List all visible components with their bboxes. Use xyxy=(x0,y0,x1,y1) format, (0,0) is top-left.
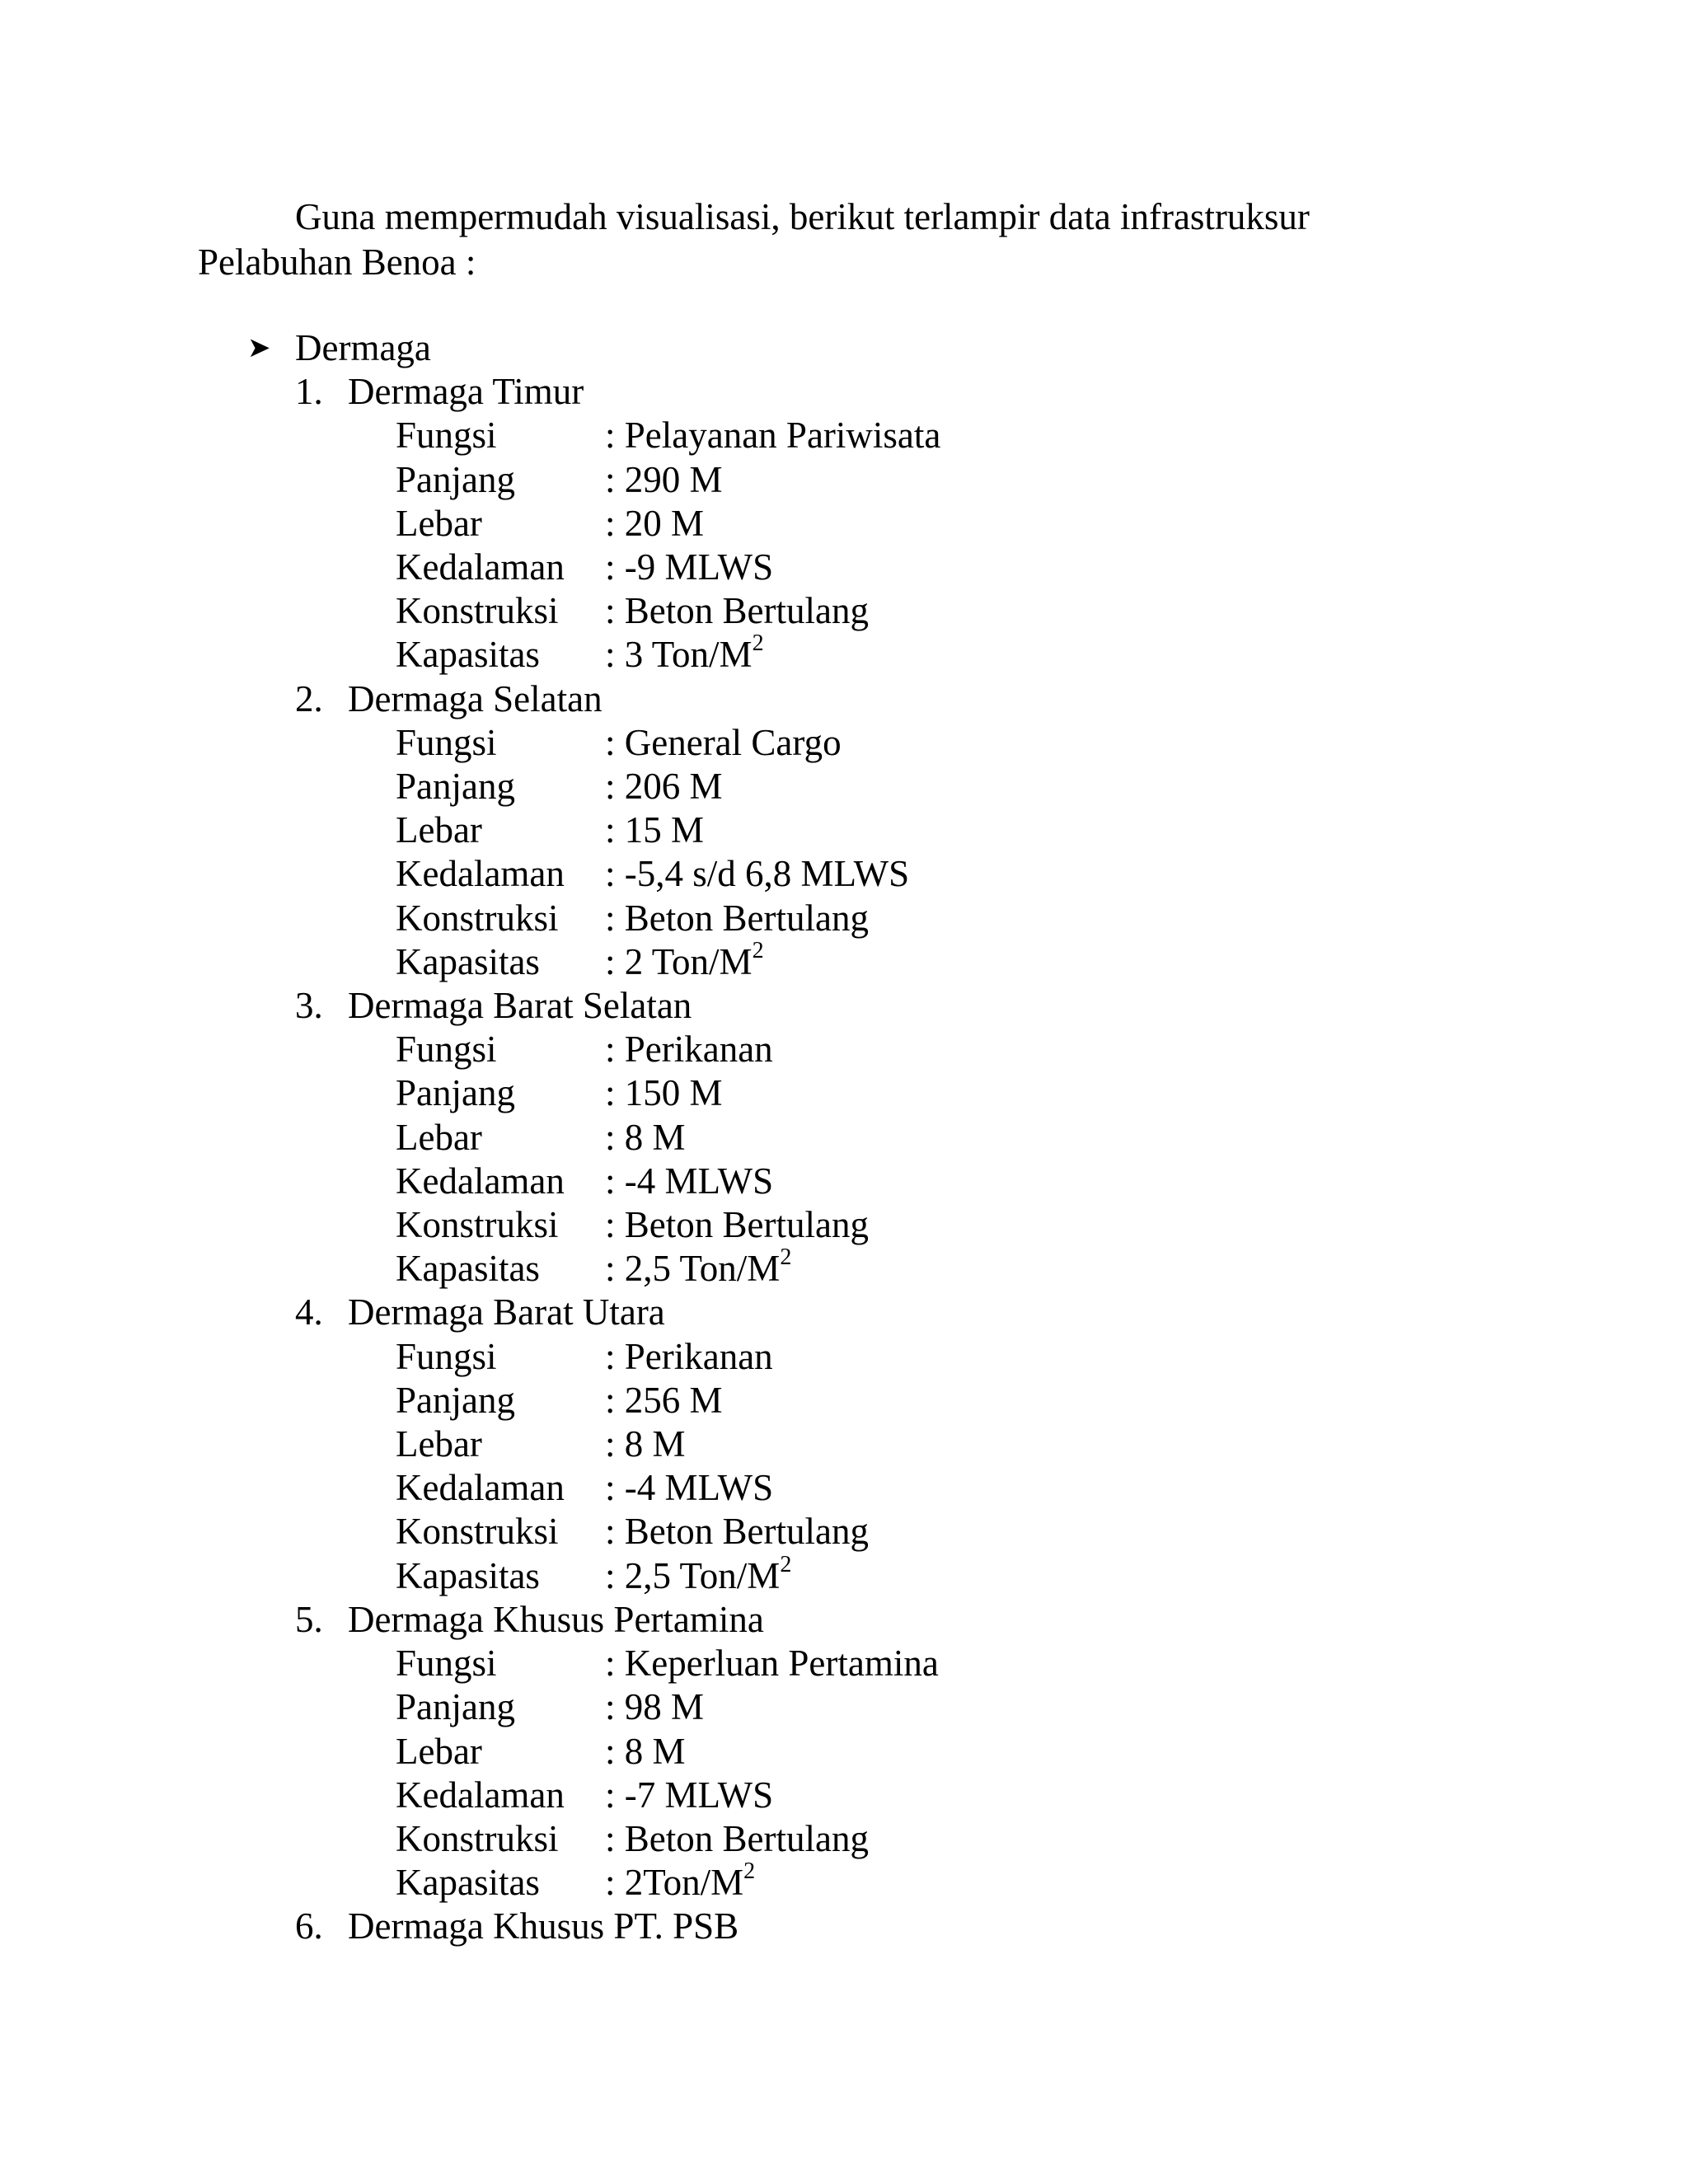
section-title: Dermaga xyxy=(295,327,431,368)
spec-row-konstruksi xyxy=(396,1510,940,1554)
spec-row-konstruksi xyxy=(396,589,940,633)
list-item xyxy=(295,984,940,1291)
spec-value-text: : 98 M xyxy=(605,1686,705,1728)
spec-value-kedalaman xyxy=(605,1774,773,1817)
dermaga-section xyxy=(247,326,940,1949)
spec-row-lebar xyxy=(396,1730,940,1774)
list-item xyxy=(295,1291,940,1597)
section-heading xyxy=(247,326,940,370)
spec-label-kapasitas: Kapasitas xyxy=(396,634,540,676)
spec-value-fungsi xyxy=(605,1642,939,1685)
spec-label-konstruksi: Konstruksi xyxy=(396,1511,559,1553)
spec-row-panjang xyxy=(396,1071,940,1115)
item-name: Dermaga Khusus Pertamina xyxy=(348,1598,764,1640)
spec-value-text: : 2,5 Ton/M xyxy=(605,1248,781,1290)
spec-row-kedalaman xyxy=(396,1160,940,1203)
spec-row-konstruksi xyxy=(396,897,940,940)
spec-label-fungsi: Fungsi xyxy=(396,721,497,763)
list-item xyxy=(295,1905,940,1948)
spec-row-panjang xyxy=(396,765,940,808)
spec-label-panjang: Panjang xyxy=(396,458,515,500)
spec-value-konstruksi xyxy=(605,897,869,940)
spec-value-text: : Beton Bertulang xyxy=(605,1204,869,1246)
spec-label-konstruksi: Konstruksi xyxy=(396,897,559,939)
spec-row-kapasitas xyxy=(396,1858,940,1905)
spec-value-text: : Beton Bertulang xyxy=(605,1817,869,1859)
spec-value-konstruksi xyxy=(605,1817,869,1861)
spec-value-text: : 8 M xyxy=(605,1730,686,1772)
spec-label-kapasitas: Kapasitas xyxy=(396,940,540,982)
spec-value-konstruksi xyxy=(605,1203,869,1247)
spec-row-lebar xyxy=(396,1422,940,1466)
spec-value-text: : 8 M xyxy=(605,1423,686,1465)
list-item xyxy=(295,370,940,677)
spec-value-text: : -7 MLWS xyxy=(605,1774,774,1816)
spec-row-fungsi xyxy=(396,1642,940,1685)
spec-label-fungsi: Fungsi xyxy=(396,1335,497,1377)
spec-label-kapasitas: Kapasitas xyxy=(396,1862,540,1904)
spec-value-kapasitas xyxy=(605,1551,792,1598)
spec-row-lebar xyxy=(396,502,940,546)
spec-value-text: : Perikanan xyxy=(605,1029,773,1071)
spec-value-text: : General Cargo xyxy=(605,721,842,763)
spec-value-konstruksi xyxy=(605,1510,869,1554)
spec-label-kapasitas: Kapasitas xyxy=(396,1554,540,1596)
spec-value-fungsi xyxy=(605,1335,773,1379)
spec-value-konstruksi xyxy=(605,589,869,633)
spec-value-text: : 206 M xyxy=(605,766,723,808)
spec-value-text: : 8 M xyxy=(605,1116,686,1158)
spec-label-kedalaman: Kedalaman xyxy=(396,1774,565,1816)
spec-label-fungsi: Fungsi xyxy=(396,1643,497,1685)
spec-value-text: : 15 M xyxy=(605,809,705,851)
spec-row-fungsi xyxy=(396,414,940,457)
intro-line-2: Pelabuhan Benoa : xyxy=(198,241,476,283)
list-item xyxy=(295,1598,940,1905)
item-number: 4. xyxy=(295,1291,323,1333)
item-name: Dermaga Selatan xyxy=(348,677,603,719)
spec-row-kedalaman xyxy=(396,546,940,589)
spec-value-panjang xyxy=(605,458,723,502)
spec-row-kapasitas xyxy=(396,1244,940,1291)
spec-label-konstruksi: Konstruksi xyxy=(396,1204,559,1246)
spec-value-panjang xyxy=(605,1071,723,1115)
spec-label-lebar: Lebar xyxy=(396,809,482,851)
spec-row-panjang xyxy=(396,458,940,502)
spec-row-kedalaman xyxy=(396,852,940,896)
superscript-exponent: 2 xyxy=(780,1244,792,1271)
spec-value-text: : Beton Bertulang xyxy=(605,1511,869,1553)
spec-row-kapasitas xyxy=(396,630,940,677)
item-number: 3. xyxy=(295,985,323,1027)
spec-row-panjang xyxy=(396,1379,940,1422)
spec-label-fungsi: Fungsi xyxy=(396,1029,497,1071)
spec-row-kapasitas xyxy=(396,937,940,984)
spec-row-fungsi xyxy=(396,721,940,765)
spec-label-kedalaman: Kedalaman xyxy=(396,546,565,588)
spec-value-text: : Beton Bertulang xyxy=(605,590,869,632)
item-number: 1. xyxy=(295,371,323,413)
item-name: Dermaga Barat Selatan xyxy=(348,985,692,1027)
spec-label-lebar: Lebar xyxy=(396,1423,482,1465)
superscript-exponent: 2 xyxy=(752,630,764,657)
spec-label-panjang: Panjang xyxy=(396,1379,515,1421)
spec-label-konstruksi: Konstruksi xyxy=(396,590,559,632)
spec-value-fungsi xyxy=(605,721,842,765)
spec-value-text: : Pelayanan Pariwisata xyxy=(605,415,941,457)
spec-row-lebar xyxy=(396,808,940,852)
spec-row-panjang xyxy=(396,1685,940,1729)
spec-value-text: : 2 Ton/M xyxy=(605,940,753,982)
spec-value-kedalaman xyxy=(605,1466,773,1510)
item-name: Dermaga Barat Utara xyxy=(348,1291,665,1333)
superscript-exponent: 2 xyxy=(780,1551,792,1577)
spec-value-kedalaman xyxy=(605,852,909,896)
item-name: Dermaga Timur xyxy=(348,371,584,413)
item-number: 2. xyxy=(295,677,323,719)
superscript-exponent: 2 xyxy=(743,1858,756,1885)
spec-value-lebar xyxy=(605,808,704,852)
dermaga-list xyxy=(295,370,940,1948)
spec-value-text: : 2Ton/M xyxy=(605,1862,744,1904)
dermaga-item-title xyxy=(295,984,940,1028)
dermaga-item-title xyxy=(295,1291,940,1334)
spec-value-kedalaman xyxy=(605,1160,773,1203)
spec-value-text: : 256 M xyxy=(605,1379,723,1421)
intro-line-1-text: Guna mempermudah visualisasi, berikut terlampir data infrastruksur xyxy=(295,196,1310,237)
spec-value-text: : Beton Bertulang xyxy=(605,897,869,939)
spec-value-text: : -5,4 s/d 6,8 MLWS xyxy=(605,853,910,895)
spec-value-text: : 3 Ton/M xyxy=(605,634,753,676)
spec-row-konstruksi xyxy=(396,1203,940,1247)
arrow-bullet-icon: ➤ xyxy=(247,331,271,365)
item-number: 5. xyxy=(295,1598,323,1640)
dermaga-item-title xyxy=(295,677,940,721)
spec-row-fungsi xyxy=(396,1028,940,1071)
spec-value-text: : -4 MLWS xyxy=(605,1160,774,1202)
spec-value-text: : -9 MLWS xyxy=(605,546,774,588)
spec-value-panjang xyxy=(605,1685,704,1729)
item-name: Dermaga Khusus PT. PSB xyxy=(348,1905,739,1947)
spec-label-fungsi: Fungsi xyxy=(396,415,497,457)
spec-row-kapasitas xyxy=(396,1551,940,1598)
spec-value-fungsi xyxy=(605,414,940,457)
spec-label-panjang: Panjang xyxy=(396,1686,515,1728)
intro-line-1 xyxy=(198,194,1451,240)
dermaga-item-title xyxy=(295,1598,940,1642)
spec-value-lebar xyxy=(605,502,704,546)
spec-label-kedalaman: Kedalaman xyxy=(396,853,565,895)
superscript-exponent: 2 xyxy=(752,937,764,963)
spec-value-text: : 290 M xyxy=(605,458,723,500)
spec-value-lebar xyxy=(605,1422,686,1466)
spec-value-text: : Keperluan Pertamina xyxy=(605,1643,939,1685)
spec-value-panjang xyxy=(605,765,723,808)
spec-value-kapasitas xyxy=(605,1244,792,1291)
spec-label-panjang: Panjang xyxy=(396,1072,515,1114)
dermaga-item-title xyxy=(295,370,940,414)
spec-label-lebar: Lebar xyxy=(396,1730,482,1772)
item-number: 6. xyxy=(295,1905,323,1947)
spec-label-kedalaman: Kedalaman xyxy=(396,1467,565,1509)
spec-value-text: : Perikanan xyxy=(605,1335,773,1377)
spec-row-kedalaman xyxy=(396,1466,940,1510)
spec-value-lebar xyxy=(605,1730,686,1774)
spec-value-kapasitas xyxy=(605,630,764,677)
spec-row-fungsi xyxy=(396,1335,940,1379)
spec-value-panjang xyxy=(605,1379,723,1422)
spec-label-konstruksi: Konstruksi xyxy=(396,1817,559,1859)
spec-label-kapasitas: Kapasitas xyxy=(396,1248,540,1290)
spec-label-panjang: Panjang xyxy=(396,766,515,808)
spec-row-lebar xyxy=(396,1116,940,1160)
spec-value-lebar xyxy=(605,1116,686,1160)
spec-value-kedalaman xyxy=(605,546,773,589)
spec-label-lebar: Lebar xyxy=(396,502,482,544)
spec-value-text: : 2,5 Ton/M xyxy=(605,1554,781,1596)
dermaga-item-title xyxy=(295,1905,940,1948)
spec-label-kedalaman: Kedalaman xyxy=(396,1160,565,1202)
spec-row-kedalaman xyxy=(396,1774,940,1817)
spec-label-lebar: Lebar xyxy=(396,1116,482,1158)
spec-value-kapasitas xyxy=(605,1858,756,1905)
spec-value-kapasitas xyxy=(605,937,764,984)
spec-value-text: : -4 MLWS xyxy=(605,1467,774,1509)
spec-value-text: : 20 M xyxy=(605,502,705,544)
spec-value-fungsi xyxy=(605,1028,773,1071)
intro-paragraph xyxy=(198,194,1451,285)
spec-value-text: : 150 M xyxy=(605,1072,723,1114)
list-item xyxy=(295,677,940,984)
spec-row-konstruksi xyxy=(396,1817,940,1861)
